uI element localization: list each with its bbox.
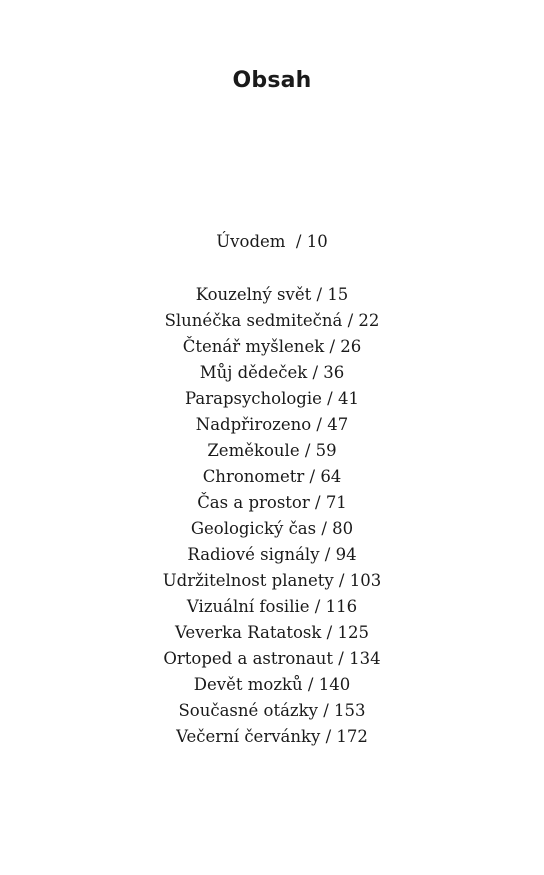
toc-separator: / [324, 337, 341, 356]
toc-intro-entry [0, 231, 544, 253]
toc-separator: / [309, 597, 326, 616]
toc-entry [0, 700, 544, 726]
toc-entry-page: 140 [318, 675, 351, 694]
toc-entry-page: 94 [335, 545, 357, 564]
toc-entry-page: 172 [336, 727, 368, 746]
toc-entry-page: 59 [315, 441, 337, 460]
toc-entry [0, 466, 544, 492]
toc-separator: / [342, 311, 359, 330]
toc-separator: / [311, 285, 328, 304]
toc-separator: / [304, 467, 321, 486]
toc-entry [0, 518, 544, 544]
toc-entry-page: 71 [325, 493, 347, 512]
toc-entry-title: Kouzelný svět [195, 285, 312, 304]
toc-entry-title: Chronometr [202, 467, 305, 486]
toc-entry [0, 388, 544, 414]
toc-entry-page: 103 [349, 571, 382, 590]
toc-entry-title: Večerní červánky [176, 727, 321, 746]
toc-entry [0, 336, 544, 362]
toc-entry-page: 47 [327, 415, 349, 434]
toc-entry-title: Můj dědeček [199, 363, 308, 382]
toc-separator: / [311, 415, 328, 434]
toc-entry [0, 726, 544, 752]
toc-entry-title: Zeměkoule [207, 441, 300, 460]
toc-entry-title: Čtenář myšlenek [182, 337, 325, 356]
toc-entry [0, 596, 544, 622]
toc-entry [0, 310, 544, 336]
toc-separator: / [317, 701, 335, 720]
toc-separator: / [333, 649, 350, 668]
toc-separator: / [321, 389, 338, 408]
toc-entry [0, 414, 544, 440]
table-of-contents [0, 284, 544, 752]
toc-entry-page: 41 [337, 389, 359, 408]
toc-entry [0, 362, 544, 388]
toc-entry [0, 674, 544, 700]
toc-separator: / [316, 519, 333, 538]
toc-entry [0, 440, 544, 466]
toc-entry-page: 80 [332, 519, 354, 538]
toc-entry-title: Radiové signály [187, 545, 320, 564]
toc-separator: / [302, 675, 319, 694]
toc-separator: / [285, 232, 307, 251]
toc-entry-title: Úvodem [216, 232, 286, 251]
toc-entry-title: Nadpřirozeno [195, 415, 312, 434]
toc-entry-title: Čas a prostor [197, 493, 310, 512]
toc-separator: / [320, 727, 337, 746]
page-title: Obsah [232, 68, 312, 93]
toc-separator: / [321, 623, 338, 642]
toc-entry-title: Geologický čas [190, 519, 317, 538]
toc-entry-title: Ortoped a astronaut [163, 649, 334, 668]
toc-entry-title: Současné otázky [178, 701, 318, 720]
toc-entry-title: Vizuální fosilie [186, 597, 310, 616]
toc-separator: / [333, 571, 350, 590]
toc-entry-page: 36 [323, 363, 345, 382]
toc-entry [0, 648, 544, 674]
toc-entry-page: 116 [325, 597, 358, 616]
toc-entry-title: Veverka Ratatosk [175, 623, 322, 642]
toc-entry-page: 15 [327, 285, 349, 304]
toc-entry-page: 153 [334, 701, 366, 720]
toc-entry-page: 64 [320, 467, 342, 486]
toc-entry-title: Devět mozků [193, 675, 303, 694]
toc-entry-page: 26 [340, 337, 362, 356]
toc-entry-title: Udržitelnost planety [162, 571, 334, 590]
toc-entry [0, 544, 544, 570]
toc-entry [0, 622, 544, 648]
toc-entry-page: 22 [358, 311, 380, 330]
toc-entry [0, 570, 544, 596]
toc-entry [0, 284, 544, 310]
toc-entry-page: 10 [306, 232, 328, 251]
toc-separator: / [299, 441, 316, 460]
toc-entry-title: Slunéčka sedmitečná [164, 311, 343, 330]
toc-separator: / [309, 493, 326, 512]
toc-separator: / [307, 363, 324, 382]
toc-entry [0, 492, 544, 518]
toc-separator: / [319, 545, 336, 564]
toc-entry-page: 134 [349, 649, 381, 668]
toc-entry-title: Parapsychologie [185, 389, 322, 408]
toc-entry-page: 125 [337, 623, 369, 642]
